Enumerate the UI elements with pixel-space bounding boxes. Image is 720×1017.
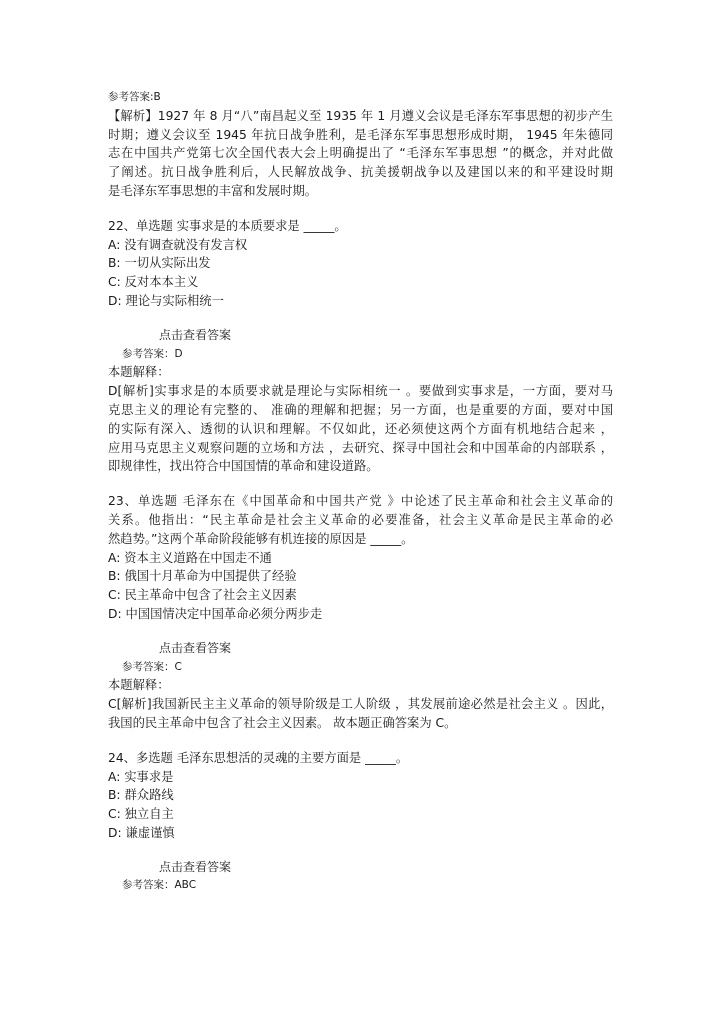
q23-view-answer-link[interactable]: 点击查看答案 bbox=[159, 640, 232, 655]
analysis-line: 【解析】1927 年 8 月“八”南昌起义至 1935 年 1 月遵义会议是毛泽东军事思想的初步产生 bbox=[108, 108, 613, 123]
q22-option-b: B: 一切从实际出发 bbox=[108, 256, 211, 271]
q23-option-a: A: 资本主义道路在中国走不通 bbox=[108, 550, 272, 565]
q24-option-c: C: 独立自主 bbox=[108, 807, 174, 822]
q24-option-a: A: 实事求是 bbox=[108, 769, 174, 784]
q22-answer: 参考答案：D bbox=[122, 347, 183, 360]
q23-option-b: B: 俄国十月革命为中国提供了经验 bbox=[108, 569, 297, 584]
q22-explanation-line: 应用马克思主义观察问题的立场和方法 ，去研究、探寻中国社会和中国革命的内部联系 ， bbox=[108, 440, 613, 455]
q22-view-answer-link[interactable]: 点击查看答案 bbox=[159, 327, 232, 342]
analysis-line: 志在中国共产党第七次全国代表大会上明确提出了 “毛泽东军事思想 ”的概念，并对此做 bbox=[108, 146, 613, 161]
question-23-stem: 关系。他指出：“民主革命是社会主义革命的必要准备，社会主义革命是民主革命的必 bbox=[108, 512, 613, 527]
question-22-stem: 22、单选题 实事求是的本质要求是 _____。 bbox=[108, 218, 347, 233]
question-23-stem: 23、单选题 毛泽东在《中国革命和中国共产党 》中论述了民主革命和社会主义革命的 bbox=[108, 494, 613, 509]
q22-option-c: C: 反对本本主义 bbox=[108, 275, 199, 290]
q23-option-c: C: 民主革命中包含了社会主义因素 bbox=[108, 588, 297, 603]
question-23-stem: 然趋势。”这两个革命阶段能够有机连接的原因是 _____。 bbox=[108, 531, 414, 546]
analysis-line: 了阐述。抗日战争胜利后，人民解放战争、抗美援朝战争以及建国以来的和平建设时期 bbox=[108, 165, 613, 180]
question-24-stem: 24、多选题 毛泽东思想活的灵魂的主要方面是 _____。 bbox=[108, 750, 409, 765]
q22-explanation-line: 克思主义的理论有完整的、 准确的理解和把握；另一方面，也是重要的方面，要对中国 bbox=[108, 402, 613, 417]
q24-option-d: D: 谦虚谨慎 bbox=[108, 825, 175, 840]
document-page bbox=[108, 88, 613, 895]
q24-option-b: B: 群众路线 bbox=[108, 788, 174, 803]
q23-explanation-line: 我国的民主革命中包含了社会主义因素。 故本题正确答案为 C。 bbox=[108, 715, 457, 730]
q23-answer: 参考答案：C bbox=[122, 660, 182, 673]
q22-explanation-line: D[解析]实事求是的本质要求就是理论与实际相统一 。要做到实事求是，一方面，要对马 bbox=[108, 384, 613, 399]
q24-view-answer-link[interactable]: 点击查看答案 bbox=[159, 859, 232, 874]
q22-explanation-line: 即规律性，找出符合中国国情的革命和建设道路。 bbox=[108, 459, 379, 474]
q22-option-a: A: 没有调查就没有发言权 bbox=[108, 237, 248, 252]
q22-explanation-title: 本题解释： bbox=[108, 365, 170, 380]
q23-explanation-line: C[解析]我国新民主主义革命的领导阶级是工人阶级 ，其发展前途必然是社会主义 。因此， bbox=[108, 697, 613, 712]
answer-line-prev: 参考答案:B bbox=[108, 91, 161, 103]
q24-answer: 参考答案：ABC bbox=[122, 879, 197, 892]
analysis-line: 时期；遵义会议至 1945 年抗日战争胜利，是毛泽东军事思想形成时期， 1945 年朱德同 bbox=[108, 127, 613, 142]
q22-explanation-line: 的实际有深入、透彻的认识和理解。不仅如此，还必须使这两个方面有机地结合起来 ， bbox=[108, 421, 613, 436]
analysis-line: 是毛泽东军事思想的丰富和发展时期。 bbox=[108, 183, 318, 198]
q23-option-d: D: 中国国情决定中国革命必须分两步走 bbox=[108, 606, 323, 621]
q23-explanation-title: 本题解释： bbox=[108, 678, 170, 693]
q22-option-d: D: 理论与实际相统一 bbox=[108, 293, 224, 308]
